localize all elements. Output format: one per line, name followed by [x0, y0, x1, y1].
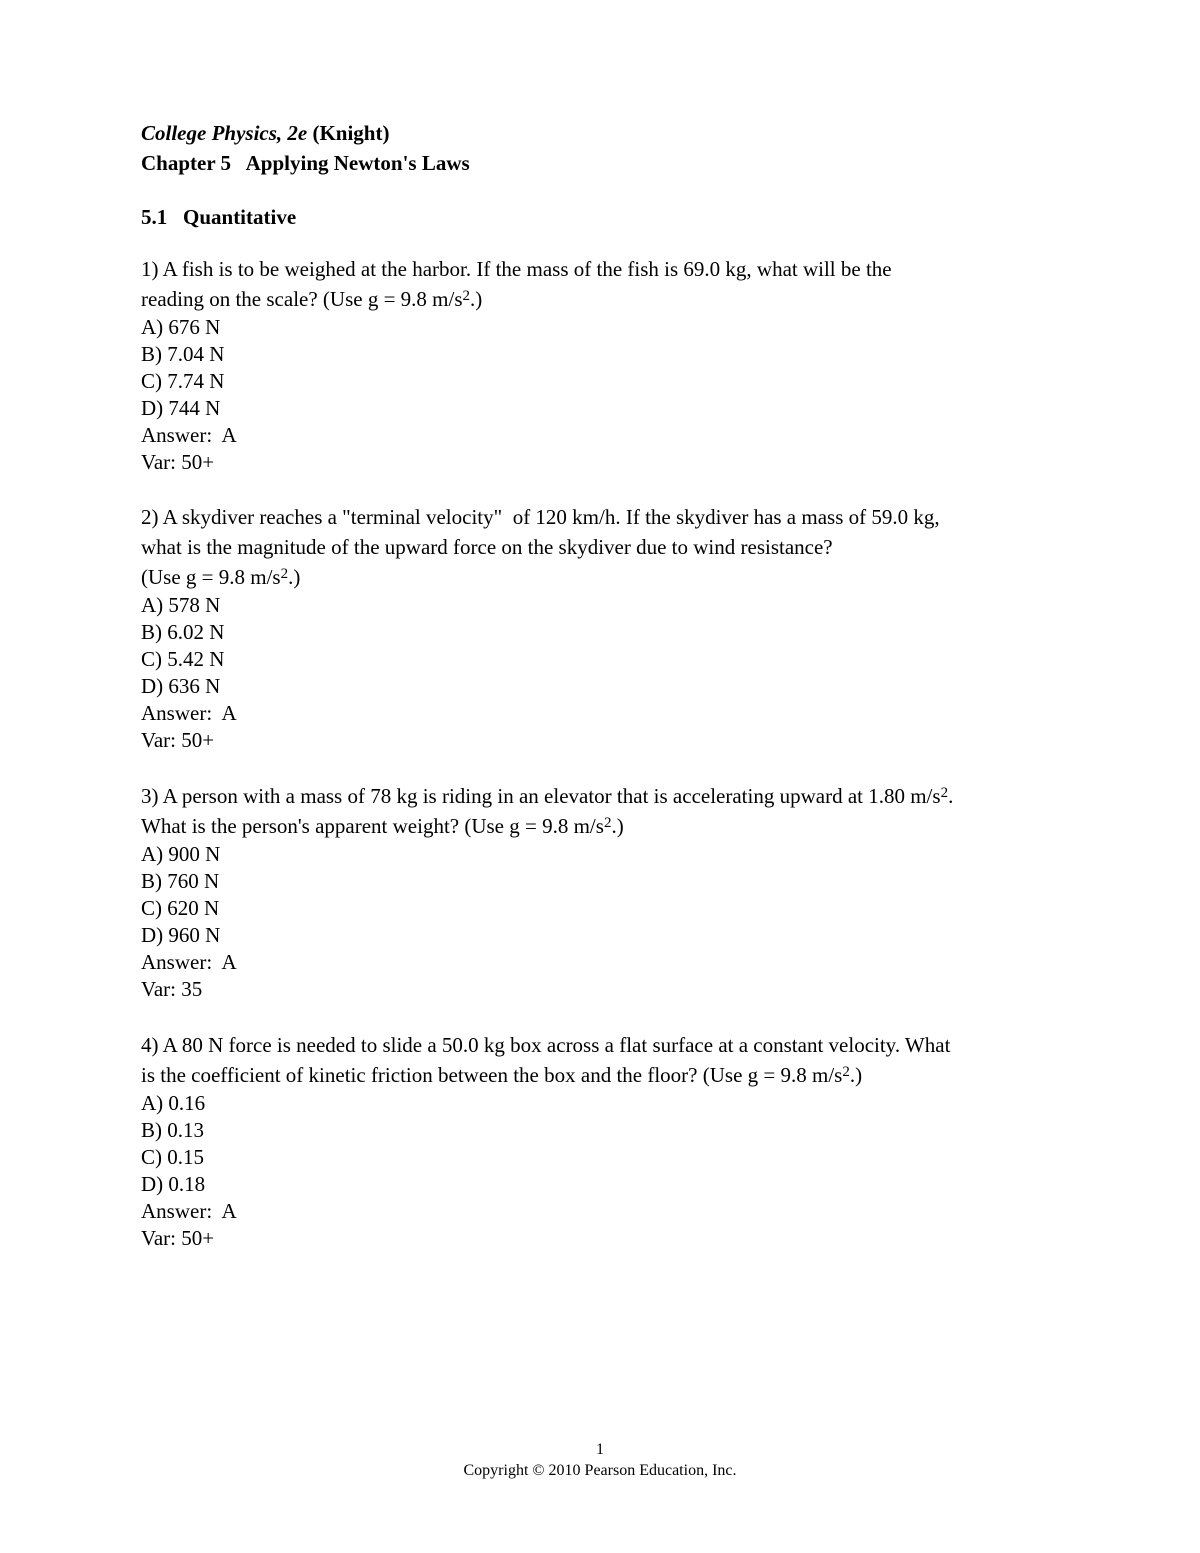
question-text: what is the magnitude of the upward force on the skydiver due to wind resistance? — [141, 535, 833, 559]
copyright-notice: Copyright © 2010 Pearson Education, Inc. — [463, 1462, 737, 1479]
answer-option: C) 5.42 N — [141, 647, 225, 671]
variation-count: Var: 50+ — [141, 450, 215, 474]
unit-exponent: 2 — [280, 566, 289, 582]
document-page — [141, 118, 1091, 1252]
chapter-title: Chapter 5 Applying Newton's Laws — [141, 151, 470, 175]
unit-exponent: 2 — [940, 785, 949, 801]
question-stem-line — [141, 781, 1091, 811]
answer-option: A) 900 N — [141, 842, 221, 866]
answer-option: B) 760 N — [141, 869, 220, 893]
unit-exponent: 2 — [603, 815, 612, 831]
variation-count: Var: 35 — [141, 977, 203, 1001]
question-text: (Use g = 9.8 m/s — [141, 565, 281, 589]
answer-key: Answer: A — [141, 701, 237, 725]
question-text: reading on the scale? (Use g = 9.8 m/s — [141, 287, 463, 311]
question-text: 1) A fish is to be weighed at the harbor. If the mass of the fish is 69.0 kg, what will be the — [141, 257, 892, 281]
question-stem-line — [141, 284, 1091, 314]
answer-option: C) 7.74 N — [141, 369, 225, 393]
question-text-tail: .) — [611, 814, 624, 838]
answer-key: Answer: A — [141, 950, 237, 974]
answer-option: D) 744 N — [141, 396, 221, 420]
question-block — [141, 254, 1091, 476]
answer-option: B) 6.02 N — [141, 620, 225, 644]
question-stem-line — [141, 1060, 1091, 1090]
question-stem-line — [141, 532, 1091, 562]
question-stem-line — [141, 502, 1091, 532]
answer-option: D) 960 N — [141, 923, 221, 947]
answer-option: C) 0.15 — [141, 1145, 204, 1169]
question-block — [141, 781, 1091, 1003]
question-stem-line — [141, 562, 1091, 592]
answer-key: Answer: A — [141, 1199, 237, 1223]
question-text-tail: .) — [470, 287, 483, 311]
variation-count: Var: 50+ — [141, 728, 215, 752]
answer-option: D) 0.18 — [141, 1172, 206, 1196]
answer-option: B) 0.13 — [141, 1118, 204, 1142]
variation-count: Var: 50+ — [141, 1226, 215, 1250]
unit-exponent: 2 — [842, 1064, 850, 1080]
question-block — [141, 502, 1091, 754]
question-stem-line — [141, 1030, 1091, 1060]
question-text-tail: . — [948, 784, 954, 808]
question-stem-line — [141, 254, 1091, 284]
question-text: What is the person's apparent weight? (Use g = 9.8 m/s — [141, 814, 604, 838]
section-heading: 5.1 Quantitative — [141, 205, 297, 229]
question-text: 4) A 80 N force is needed to slide a 50.0 kg box across a flat surface at a constant velocity. What — [141, 1033, 951, 1057]
question-text: 2) A skydiver reaches a "terminal velocity" of 120 km/h. If the skydiver has a mass of 59.0 kg, — [141, 505, 940, 529]
unit-exponent: 2 — [462, 288, 471, 304]
answer-option: C) 620 N — [141, 896, 220, 920]
book-title-line — [141, 118, 1091, 148]
book-author: (Knight) — [312, 121, 390, 145]
answer-option: A) 676 N — [141, 315, 221, 339]
book-title: College Physics, 2e — [141, 121, 308, 145]
question-text: 3) A person with a mass of 78 kg is riding in an elevator that is accelerating upward at 1.80 m/s — [141, 784, 941, 808]
answer-option: B) 7.04 N — [141, 342, 225, 366]
question-stem-line — [141, 811, 1091, 841]
question-text: is the coefficient of kinetic friction between the box and the floor? (Use g = 9.8 m/s — [141, 1063, 843, 1087]
question-text-tail: .) — [288, 565, 301, 589]
answer-option: D) 636 N — [141, 674, 221, 698]
question-text-tail: .) — [849, 1063, 863, 1087]
answer-option: A) 578 N — [141, 593, 221, 617]
question-block — [141, 1030, 1091, 1252]
page-number: 1 — [596, 1441, 604, 1458]
question-list — [141, 254, 1091, 1252]
answer-option: A) 0.16 — [141, 1091, 206, 1115]
answer-key: Answer: A — [141, 423, 237, 447]
